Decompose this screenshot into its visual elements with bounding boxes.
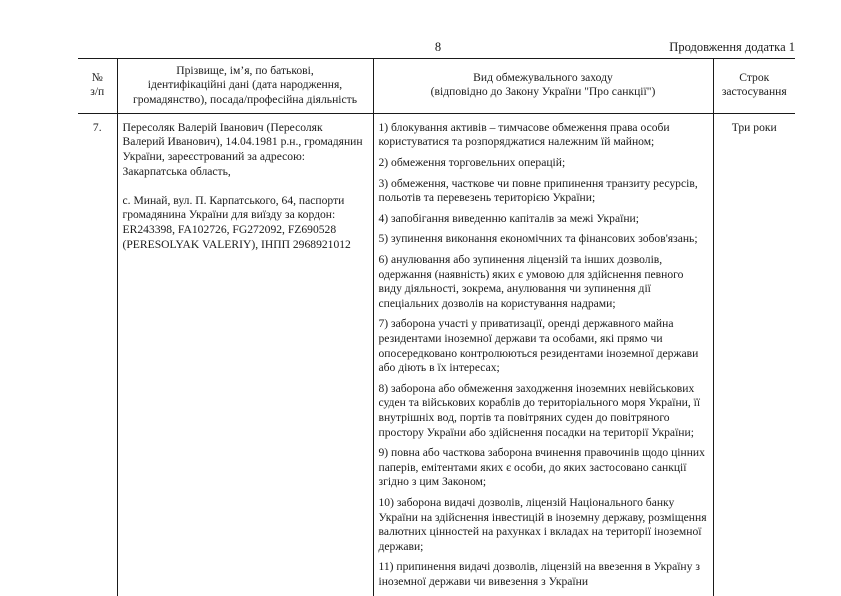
running-head [78,39,795,55]
cell-row-number: 7. [78,113,117,595]
measure-item: 6) анулювання або зупинення ліцензій та інших дозволів, одержання (наявність) яких є умовою для здійснення певного виду діяльності, зокрема, анулювання чи зупинення дії спеціальних дозволів на користування надрами; [378,253,684,310]
table-row [78,113,795,595]
table-header-row [78,59,795,114]
column-header-person-line1: Прізвище, ім’я, по батькові, [176,64,314,77]
measure-item: 4) запобігання виведенню капіталів за межі України; [378,211,639,225]
column-header-person-line3: громадянство), посада/професійна діяльність [132,92,358,106]
column-header-person-line2: ідентифікаційні дані (дата народження, [147,78,343,92]
sanctions-table [78,58,795,596]
measure-item: 2) обмеження торговельних операцій; [378,156,566,170]
column-header-measure-line1: Вид обмежувального заходу [473,71,613,85]
measure-item: 5) зупинення виконання економічних та фінансових зобов'язань; [378,232,698,246]
measure-item: 11) припинення видачі дозволів, ліцензій на ввезення в Україну з іноземної держави чи вивезення з України [378,560,700,588]
cell-application-term: Три роки [731,120,777,134]
measure-item: 1) блокування активів – тимчасове обмеження права особи користуватися та розпоряджатися належним їй майном; [378,120,670,149]
column-header-number-line2: з/п [90,85,105,99]
measure-item: 10) заборона видачі дозволів, ліцензій Національного банку України на здійснення інвестицій в іноземну державу, розміщення валютних цінностей на рахунках і вкладах на території іноземної держави; [378,495,707,553]
measure-item: 8) заборона або обмеження заходження іноземних невійськових суден та військових кораблів до територіального моря України, її внутрішніх вод, портів та повітряних суден до повітряного простору України або здійснення посадки на території України; [378,381,701,439]
person-identity-paragraph: Пересоляк Валерій Іванович (Пересоляк Валерий Иванович), 14.04.1981 р.н., громадянин України, зареєстрований за адресою: Закарпатська область, [122,120,363,178]
column-header-number-line1: № [91,71,103,85]
column-header-person [117,59,373,114]
measure-item: 3) обмеження, часткове чи повне припинення транзиту ресурсів, польотів та перевезень територією України; [378,176,698,205]
continuation-note: Продовження додатка 1 [669,40,795,54]
column-header-term [713,59,795,114]
measure-item: 9) повна або часткова заборона вчинення правочинів щодо цінних паперів, емітентами яких є особи, до яких застосовано санкції згідно з цим Законом; [378,446,705,489]
person-address-paragraph: с. Минай, вул. П. Карпатського, 64, паспорти громадянина України для виїзду за кордон: ER243398, FA102726, FG272092, FZ690528 (PERESOLYAK VALERIY), ІНПП 2968921012 [122,193,351,251]
column-header-term-line1: Строк [739,71,770,85]
column-header-term-line2: застосування [721,85,787,99]
measure-item: 7) заборона участі у приватизації, оренді державного майна резидентами іноземної держави та особами, які прямо чи опосередковано контролюються резидентами іноземної держави або діють в їх інтересах; [378,317,699,375]
cell-person-details [117,113,373,595]
page-number: 8 [434,40,442,54]
table-header [78,59,795,114]
cell-restrictive-measures [373,113,713,595]
table-body [78,113,795,595]
column-header-measure-line2: (відповідно до Закону України "Про санкції") [430,85,656,99]
column-header-measure [373,59,713,114]
column-header-number [78,59,117,114]
